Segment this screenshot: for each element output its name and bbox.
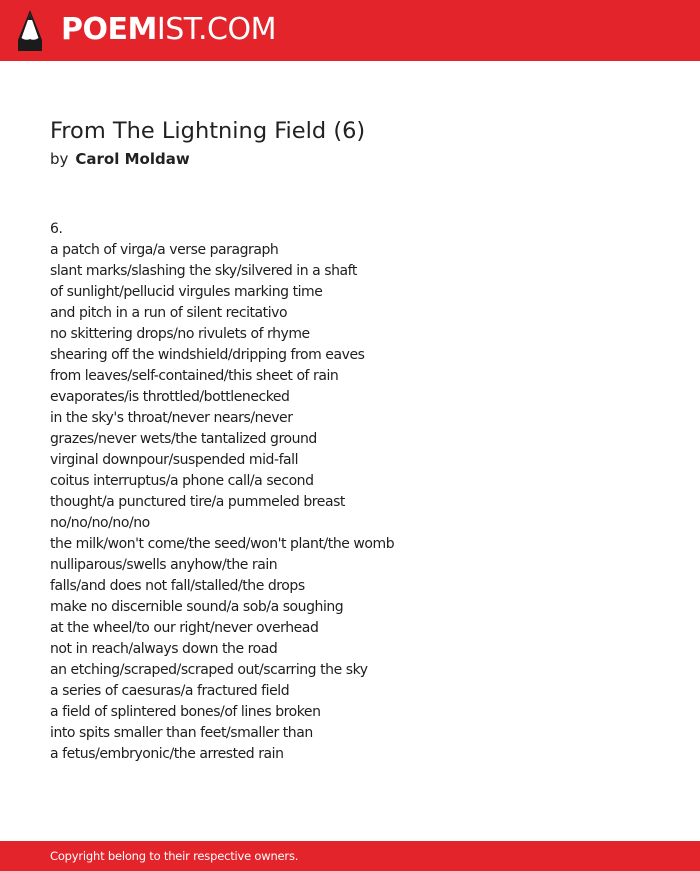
site-header [0,0,700,61]
poem-line: an etching/scraped/scraped out/scarring the sky [50,662,368,678]
poem-line: virginal downpour/suspended mid-fall [50,452,299,468]
poem-line: at the wheel/to our right/never overhead [50,620,319,636]
site-footer [0,841,700,871]
poem-body [50,219,650,765]
poem-line: a series of caesuras/a fractured field [50,683,290,699]
logo-text-light: IST.COM [156,12,276,47]
by-label: by [50,150,69,168]
poem-line: a fetus/embryonic/the arrested rain [50,746,284,762]
pencil-tip-icon[interactable] [18,10,42,51]
poem-line: falls/and does not fall/stalled/the drops [50,578,305,594]
poem-line: a patch of virga/a verse paragraph [50,242,279,258]
poem-line: evaporates/is throttled/bottlenecked [50,389,290,405]
poem-line: in the sky's throat/never nears/never [50,410,293,426]
poem-line: a field of splintered bones/of lines broken [50,704,321,720]
poem-line: and pitch in a run of silent recitativo [50,305,288,321]
poem-line: into spits smaller than feet/smaller than [50,725,313,741]
poem-line: 6. [50,221,63,237]
poem-line: make no discernible sound/a sob/a soughing [50,599,344,615]
author-name: Carol Moldaw [75,150,190,168]
poem-line: slant marks/slashing the sky/silvered in a shaft [50,263,357,279]
site-logo[interactable] [61,12,276,48]
poem-line: shearing off the windshield/dripping from eaves [50,347,365,363]
poem-line: the milk/won't come/the seed/won't plant/the womb [50,536,395,552]
poem-line: coitus interruptus/a phone call/a second [50,473,314,489]
poem-line: nulliparous/swells anyhow/the rain [50,557,278,573]
poem-line: not in reach/always down the road [50,641,278,657]
logo-text-strong: POEM [61,12,157,47]
poem-line: of sunlight/pellucid virgules marking time [50,284,323,300]
poem-line: from leaves/self-contained/this sheet of rain [50,368,339,384]
poem-byline [50,149,190,169]
poem-title: From The Lightning Field (6) [50,118,366,144]
poem-line: grazes/never wets/the tantalized ground [50,431,317,447]
poem-line: no skittering drops/no rivulets of rhyme [50,326,310,342]
copyright-notice: Copyright belong to their respective owners. [50,849,299,863]
poem-line: thought/a punctured tire/a pummeled breast [50,494,345,510]
poem-line: no/no/no/no/no [50,515,150,531]
